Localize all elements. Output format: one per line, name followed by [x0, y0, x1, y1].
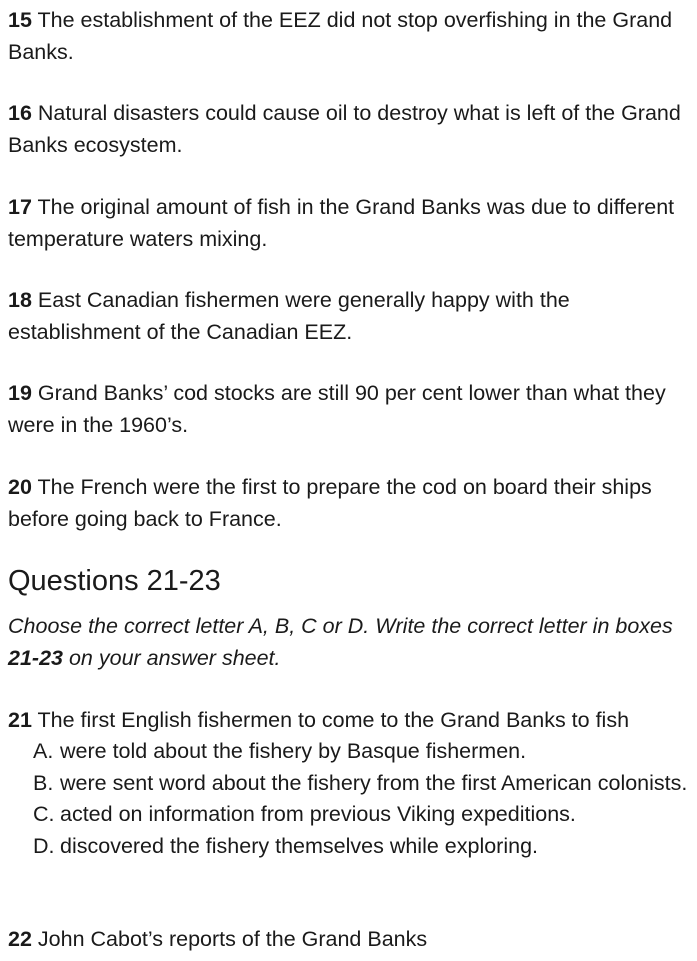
section-instruction — [8, 611, 693, 674]
statement-text: Natural disasters could cause oil to destroy what is left of the Grand Banks ecosystem. — [8, 101, 681, 157]
option-text: were sent word about the fishery from the first American colonists. — [60, 770, 688, 795]
statement-19 — [8, 378, 693, 441]
question-number: 21 — [8, 708, 32, 732]
statement-number: 16 — [8, 101, 32, 125]
statement-15 — [8, 5, 693, 68]
question-21-options — [33, 736, 693, 862]
question-text: The first English fishermen to come to the Grand Banks to fish — [37, 708, 630, 732]
statement-number: 15 — [8, 8, 32, 32]
option-a — [33, 736, 693, 768]
statement-text: The French were the first to prepare the cod on board their ships before going back to France. — [8, 475, 652, 531]
option-c — [33, 799, 693, 831]
statement-number: 20 — [8, 475, 32, 499]
statement-text: Grand Banks’ cod stocks are still 90 per cent lower than what they were in the 1960’s. — [8, 381, 666, 437]
statement-16 — [8, 98, 693, 161]
instruction-prefix: Choose the correct letter A, B, C or D. Write the correct letter in boxes — [8, 614, 673, 638]
statement-text: The original amount of fish in the Grand Banks was due to different temperature waters mixing. — [8, 195, 675, 251]
statement-text: The establishment of the EEZ did not stop overfishing in the Grand Banks. — [8, 8, 673, 64]
option-b — [33, 768, 693, 800]
question-21 — [8, 705, 697, 737]
option-text: acted on information from previous Viking expeditions. — [60, 802, 576, 826]
option-d — [33, 831, 693, 863]
option-letter: D. — [33, 833, 55, 858]
option-letter: C. — [33, 802, 55, 826]
section-heading: Questions 21-23 — [8, 565, 221, 597]
statement-number: 17 — [8, 195, 32, 219]
statement-17 — [8, 192, 693, 255]
statement-number: 19 — [8, 381, 32, 405]
option-text: were told about the fishery by Basque fishermen. — [60, 739, 527, 763]
instruction-range: 21-23 — [8, 645, 63, 670]
question-22 — [8, 924, 697, 956]
statement-18 — [8, 285, 693, 348]
statement-20 — [8, 472, 693, 535]
option-text: discovered the fishery themselves while exploring. — [60, 833, 539, 858]
option-letter: A. — [33, 739, 54, 763]
statement-text: East Canadian fishermen were generally happy with the establishment of the Canadian EEZ. — [8, 288, 570, 344]
question-text: John Cabot’s reports of the Grand Banks — [37, 927, 428, 951]
question-number: 22 — [8, 927, 32, 951]
option-letter: B. — [33, 770, 54, 795]
instruction-suffix: on your answer sheet. — [63, 645, 281, 670]
statement-number: 18 — [8, 288, 32, 312]
